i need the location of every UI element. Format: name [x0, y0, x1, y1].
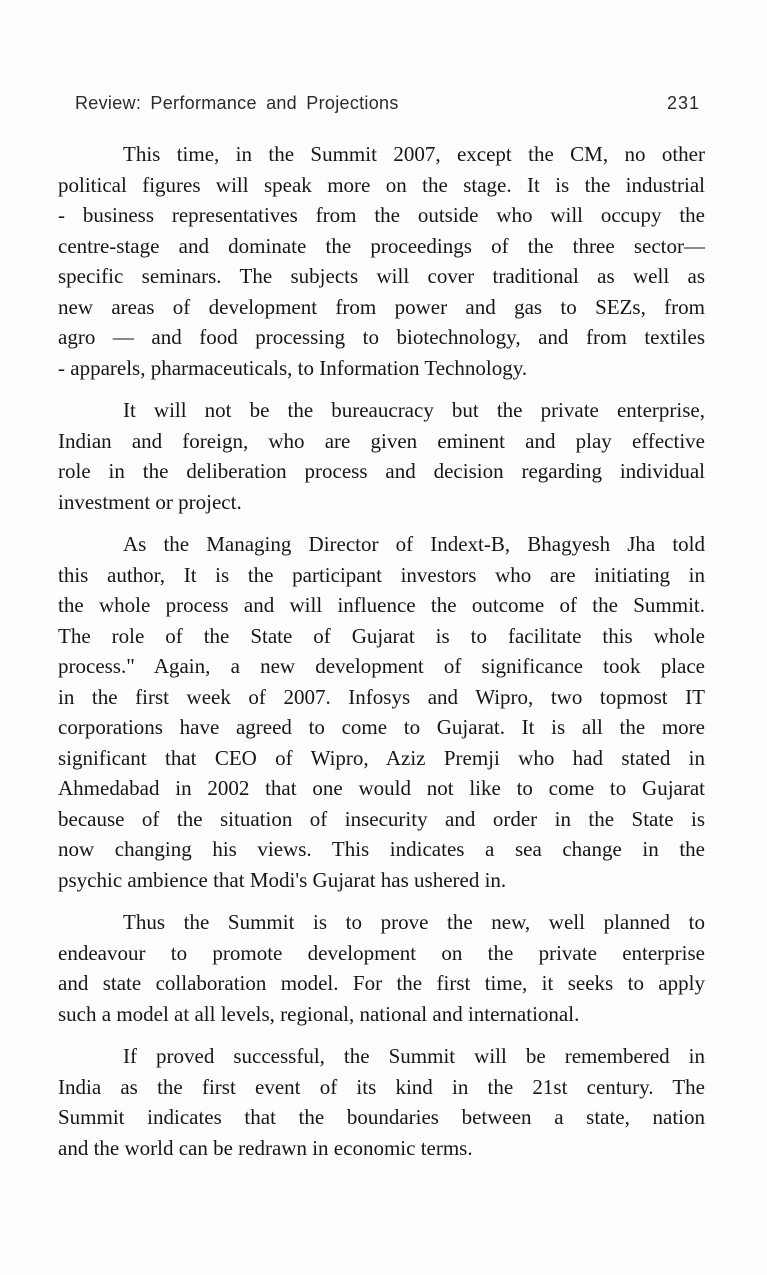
- text-line: new areas of development from power and gas to SEZs, from: [58, 294, 705, 319]
- text-line: such a model at all levels, regional, national and international.: [58, 1001, 580, 1026]
- text-line: in the first week of 2007. Infosys and Wipro, two topmost IT: [58, 684, 705, 709]
- text-line: endeavour to promote development on the private enterprise: [58, 940, 705, 965]
- text-line: investment or project.: [58, 489, 242, 514]
- text-line: significant that CEO of Wipro, Aziz Premji who had stated in: [58, 745, 705, 770]
- text-line: and state collaboration model. For the first time, it seeks to apply: [58, 971, 705, 995]
- text-line: Summit indicates that the boundaries between a state, nation: [58, 1105, 705, 1129]
- text-line: As the Managing Director of Indext-B, Bhagyesh Jha told: [123, 532, 705, 556]
- page-body-text: [58, 139, 705, 1175]
- paragraph: [58, 395, 705, 517]
- running-head: [75, 93, 700, 113]
- text-line: political figures will speak more on the stage. It is the industrial: [58, 172, 705, 197]
- text-line: and the world can be redrawn in economic terms.: [58, 1135, 473, 1160]
- text-line: centre-stage and dominate the proceedings of the three sector—: [58, 233, 705, 258]
- text-line: psychic ambience that Modi's Gujarat has ushered in.: [58, 867, 507, 892]
- text-line: the whole process and will influence the outcome of the Summit.: [58, 593, 705, 617]
- text-line: corporations have agreed to come to Gujarat. It is all the more: [58, 715, 705, 739]
- text-line: role in the deliberation process and decision regarding individual: [58, 459, 705, 483]
- text-line: Ahmedabad in 2002 that one would not like to come to Gujarat: [58, 776, 705, 800]
- text-line: now changing his views. This indicates a sea change in the: [58, 837, 705, 861]
- text-line: because of the situation of insecurity and order in the State is: [58, 806, 705, 831]
- page-number: 231: [666, 93, 700, 113]
- running-head-title: Review: Performance and Projections: [75, 93, 399, 113]
- text-line: The role of the State of Gujarat is to facilitate this whole: [58, 623, 705, 648]
- text-line: Indian and foreign, who are given eminent and play effective: [58, 428, 705, 453]
- paragraph: [58, 907, 705, 1029]
- text-line: It will not be the bureaucracy but the private enterprise,: [123, 398, 705, 422]
- text-line: - apparels, pharmaceuticals, to Information Technology.: [58, 355, 528, 380]
- paragraph: [58, 529, 705, 895]
- text-line: agro — and food processing to biotechnology, and from textiles: [58, 325, 705, 349]
- text-line: process." Again, a new development of significance took place: [58, 654, 705, 678]
- paragraph: [58, 139, 705, 383]
- text-line: specific seminars. The subjects will cover traditional as well as: [58, 264, 705, 288]
- text-line: India as the first event of its kind in the 21st century. The: [58, 1074, 705, 1099]
- text-line: this author, It is the participant investors who are initiating in: [58, 562, 705, 587]
- text-line: - business representatives from the outside who will occupy the: [58, 203, 705, 227]
- text-line: If proved successful, the Summit will be remembered in: [123, 1044, 705, 1068]
- paragraph: [58, 1041, 705, 1163]
- text-line: Thus the Summit is to prove the new, well planned to: [123, 910, 705, 934]
- text-line: This time, in the Summit 2007, except the CM, no other: [123, 142, 705, 166]
